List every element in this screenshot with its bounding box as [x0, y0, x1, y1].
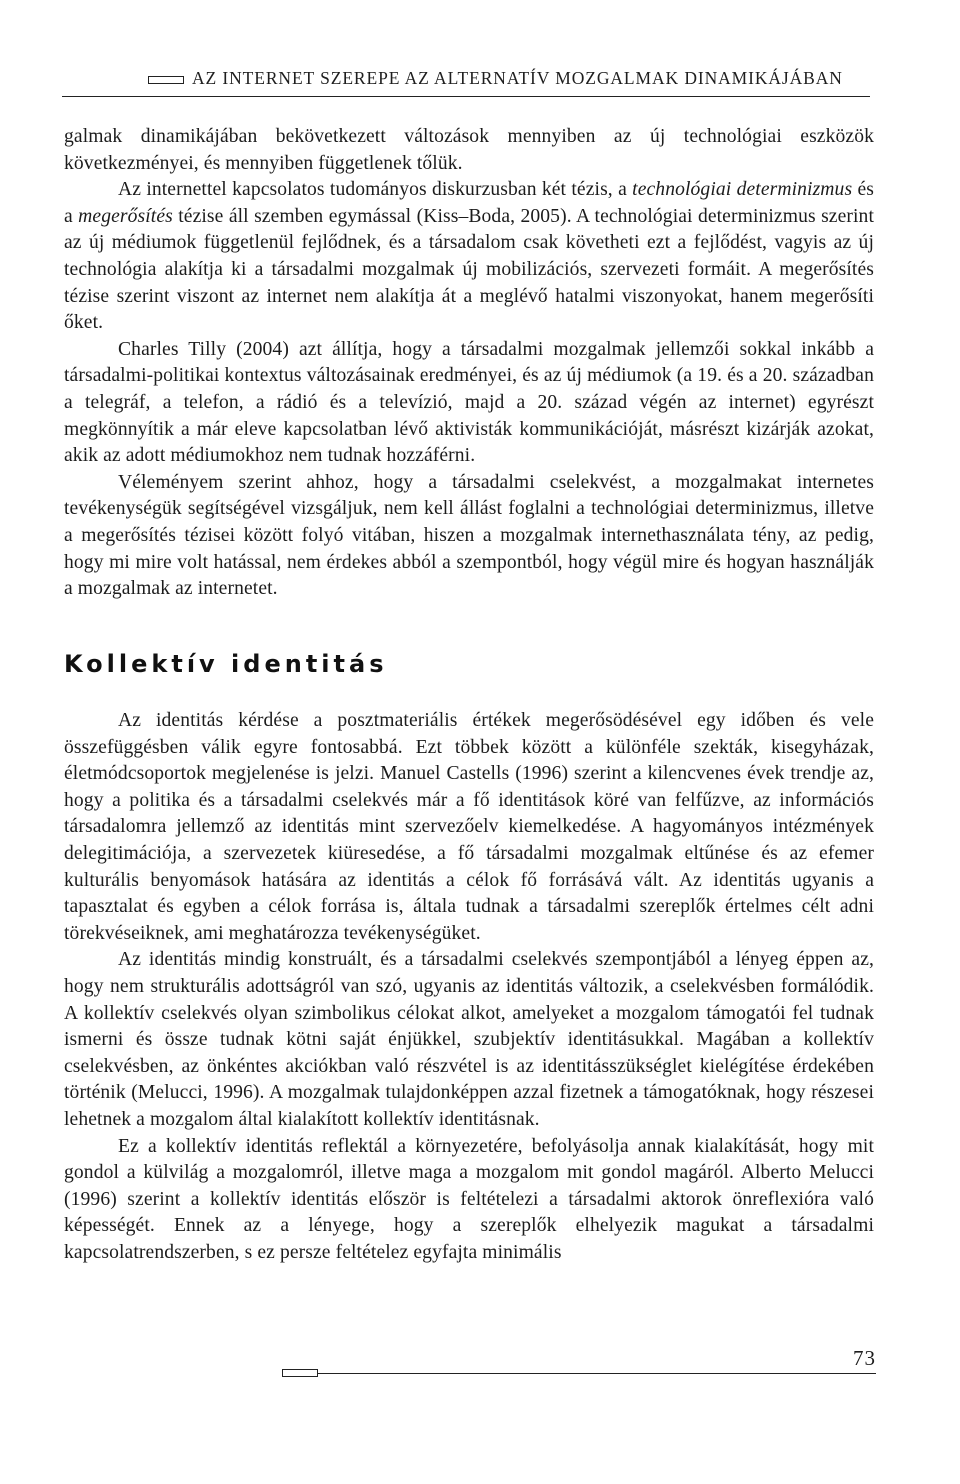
section-body-1 [64, 124, 874, 603]
footer-ornament [282, 1369, 318, 1377]
header-ornament [148, 76, 184, 84]
paragraph: Az internettel kapcsolatos tudományos diskurzusban két tézis, a technológiai determinizmus és a megerősítés tézise áll szemben egymással (Kiss–Boda, 2005). A technológiai determinizmus szerint az új médiumok függetlenül fejlődnek, és a társadalom csak követheti ezt a fejlődést, vagyis az új technológia alakítja ki a társadalmi mozgalmak új mobilizációs, szervezeti formáit. A megerősítés tézise szerint viszont az internet nem alakítja át a meglévő hatalmi viszonyokat, hanem megerősíti őket. [64, 179, 874, 334]
paragraph: Az identitás mindig konstruált, és a társadalmi cselekvés szempontjából a lényeg éppen az, hogy nem strukturális adottságról van szó, ugyanis az identitás változik, a cselekvésben formálódik. A kollektív cselekvés olyan szimbolikus célokat alkot, amelyeket a mozgalom támogatói fel tudnak ismerni és össze tudnak kötni saját énjükkel, szubjektív identitásukkal. Magában a kollektív cselekvésben, az önkéntes akciókban való részvétel is az identitásszükséglet kielégítése érdekében történik (Melucci, 1996). A mozgalmak tulajdonképpen azzal fizetnek a támogatóknak, hogy részesei lehetnek a mozgalom által kialakított kollektív identitásnak. [64, 949, 874, 1130]
section-body-2 [64, 708, 874, 1266]
footer-rule [282, 1373, 876, 1374]
running-header-title: AZ INTERNET SZEREPE AZ ALTERNATÍV MOZGALMAK DINAMIKÁJÁBAN [192, 68, 843, 88]
paragraph: Ez a kollektív identitás reflektál a környezetére, befolyásolja annak kialakítását, hogy mit gondol a külvilág a mozgalomról, illetve maga a mozgalom mit gondol magáról. Alberto Melucci (1996) szerint a kollektív identitás először is feltételezi a társadalmi aktorok önreflexióra való képességét. Ennek az a lényege, hogy a szereplők elhelyezik magukat a társadalmi kapcsolatrendszerben, s ez persze feltételez egyfajta minimális [64, 1135, 874, 1263]
paragraph: Az identitás kérdése a posztmateriális értékek megerősödésével egy időben és vele összefüggésben válik egyre fontosabbá. Ezt többek között a különféle szekták, kisegyházak, életmódcsoportok megjelenése is jelzi. Manuel Castells (1996) szerint a kilencvenes évek trendje az, hogy a politika és a társadalmi cselekvés már a fő identitások köré van felfűzve, az információs társadalomra jellemző az identitás mint szervezőelv kiemelkedése. A hagyományos intézmények delegitimációja, a szervezetek kiüresedése, a fő társadalmi mozgalmak eltűnése és az efemer kulturális benyomások hatására az identitás a célok fő forrásává vált. Az identitás ugyanis a tapasztalat és egyben a célok forrása is, általa tudnak a társadalmi szereplők értelmes célt adni törekvéseiknek, ami meghatározza tevékenységüket. [64, 710, 874, 944]
running-header [62, 66, 870, 97]
section-heading: Kollektív identitás [64, 650, 388, 678]
page-number: 73 [853, 1346, 876, 1370]
paragraph: galmak dinamikájában bekövetkezett változások mennyiben az új technológiai eszközök következményei, és mennyiben függetlenek tőlük. [64, 126, 874, 174]
paragraph: Charles Tilly (2004) azt állítja, hogy a társadalmi mozgalmak jellemzői sokkal inkább a társadalmi-politikai kontextus változásainak eredményei, és az új médiumok (a 19. és a 20. században a telegráf, a telefon, a rádió és a televízió, majd a 20. század végén az internet) egyrészt megkönnyítik a már eleve kapcsolatban lévő aktivisták kommunikációját, másrészt kizárják azokat, akik az adott médiumokhoz nem tudnak hozzáférni. [64, 338, 874, 467]
paragraph: Véleményem szerint ahhoz, hogy a társadalmi cselekvést, a mozgalmakat internetes tevékenységük segítségével vizsgáljuk, nem kell állást foglalni a technológiai determinizmus, illetve a megerősítés tézisei között folyó vitában, hiszen a mozgalmak internethasználata tény, az pedig, hogy mi mire volt hatással, nem érdekes abból a szempontból, hogy végül mire és hogyan használják a mozgalmak az internetet. [64, 471, 874, 600]
